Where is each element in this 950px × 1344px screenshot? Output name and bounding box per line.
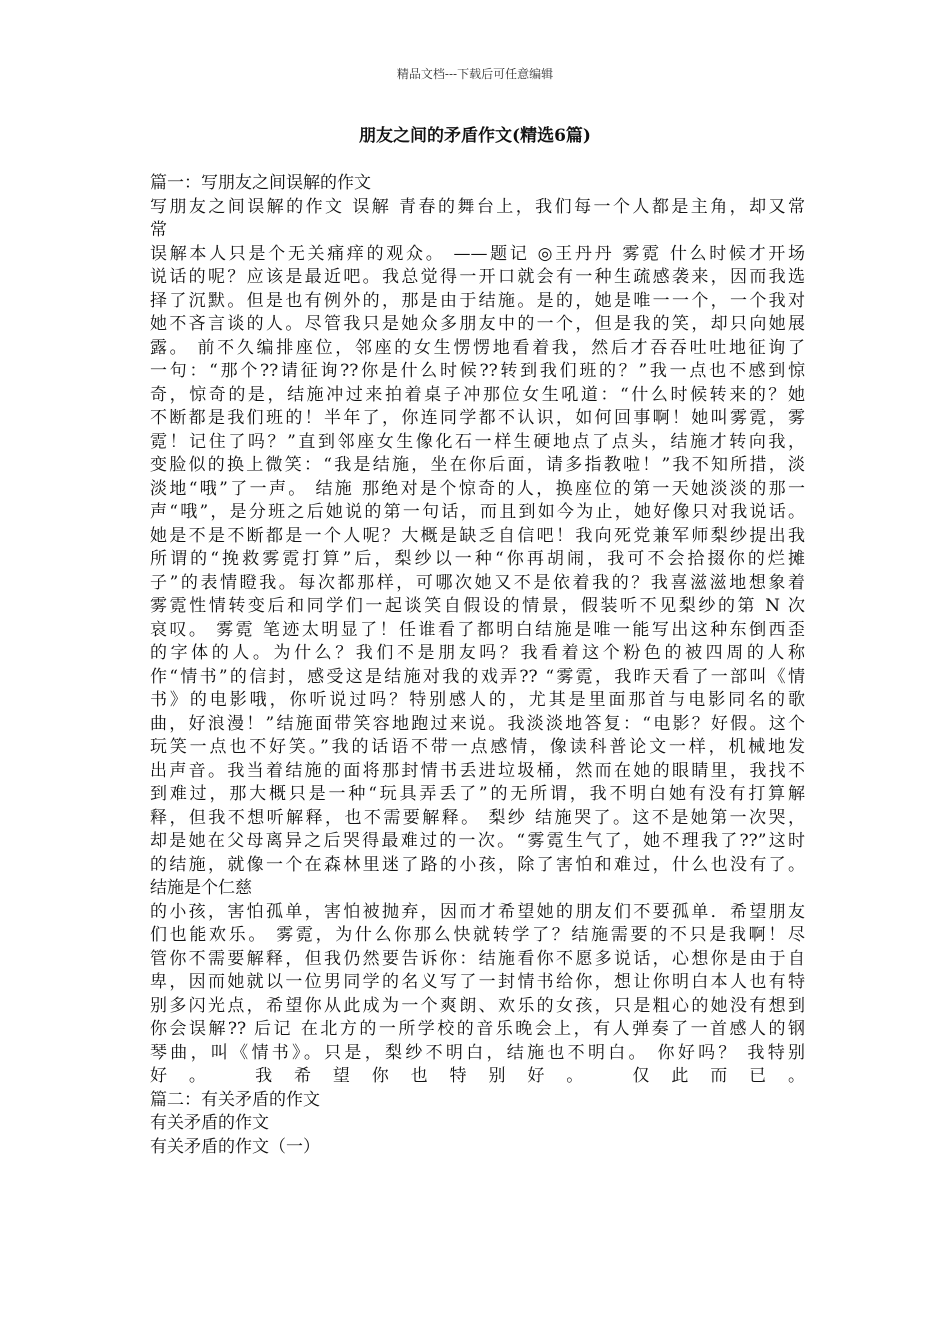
text-line: 声“哦”，是分班之后她说的第一句话，而且到如今为止，她好像只对我说话。 [150,502,805,522]
text-line: 她是不是不断都是一个人呢？大概是缺乏自信吧！我向死党兼军师梨纱提出我 [150,525,805,546]
text-line: 书》的电影哦，你听说过吗？特别感人的，尤其是里面那首与电影同名的歌 [150,690,805,710]
text-line: 哀叹。 雾霓 笔迹太明显了！任谁看了都明白结施是唯一能写出这种东倒西歪 [150,619,805,640]
header-note: 精品文档---下载后可任意编辑 [396,67,554,81]
text-line: 她不吝言谈的人。尽管我只是她众多朋友中的一个，但是我的笑，却只向她展 [150,314,805,334]
text-line: 有关矛盾的作文 [150,1113,269,1133]
text-line: 结施是个仁慈 [150,878,252,898]
text-line: 写朋友之间误解的作文 误解 青春的舞台上，我们每一个人都是主角，却又常 [150,196,805,217]
text-line: 说话的呢？应该是最近吧。我总觉得一开口就会有一种生疏感袭来，因而我选 [150,267,805,287]
text-line: 有关矛盾的作文（一） [150,1136,320,1157]
text-line: 们也能欢乐。 雾霓，为什么你那么快就转学了？结施需要的不只是我啊！尽 [150,925,805,945]
text-line: 所谓的“挽救雾霓打算”后，梨纱以一种“你再胡闹，我可不会拾掇你的烂摊 [150,549,805,569]
text-line: 篇二：有关矛盾的作文 [150,1089,320,1110]
text-line: 不断都是我们班的！半年了，你连同学都不认识，如何回事啊！她叫雾霓，雾 [150,408,805,428]
text-line: 霓！记住了吗？”直到邻座女生像化石一样生硬地点了点头，结施才转向我， [150,431,805,452]
document-body [150,172,805,1159]
text-line: 变脸似的换上微笑：“我是结施，坐在你后面，请多指教啦！”我不知所措，淡 [150,455,805,475]
text-line: 玩笑一点也不好笑。”我的话语不带一点感情，像读科普论文一样，机械地发 [150,737,805,757]
text-line: 却是她在父母离异之后哭得最难过的一次。“雾霓生气了，她不理我了??”这时 [150,831,805,851]
text-line: 雾霓性情转变后和同学们一起谈笑自假设的情景，假装听不见梨纱的第 N 次 [150,596,805,616]
text-line: 误解本人只是个无关痛痒的观众。 ——题记 ◎王丹丹 雾霓 什么时候才开场 [150,243,805,264]
text-line: 常 [150,220,167,240]
text-line: 的字体的人。为什么？我们不是朋友吗？我看着这个粉色的被四周的人称 [150,643,805,663]
text-line: 择了沉默。但是也有例外的，那是由于结施。是的，她是唯一一个，一个我对 [150,290,805,311]
text-line: 的小孩，害怕孤单，害怕被抛弃，因而才希望她的朋友们不要孤单．希望朋友 [150,901,805,922]
text-line: 释，但我不想听解释，也不需要解释。 梨纱 结施哭了。这不是她第一次哭， [150,807,805,828]
text-line: 管你不需要解释，但我仍然要告诉你：结施看你不愿多说话，心想你是由于自 [150,948,805,969]
text-line: 卑，因而她就以一位男同学的名义写了一封情书给你，想让你明白本人也有特 [150,972,805,992]
text-line: 到难过，那大概只是一种“玩具弄丢了”的无所谓，我不明白她有没有打算解 [150,784,805,804]
text-line: 一句：“那个??请征询??你是什么时候??转到我们班的？”我一点也不感到惊 [150,361,805,381]
text-line: 篇一：写朋友之间误解的作文 [150,173,371,193]
text-line: 的结施，就像一个在森林里迷了路的小孩，除了害怕和难过，什么也没有了。 [150,854,805,875]
text-line: 出声音。我当着结施的面将那封情书丢进垃圾桶，然而在她的眼睛里，我找不 [150,760,805,781]
text-line: 子”的表情瞪我。每次都那样，可哪次她又不是依着我的？我喜滋滋地想象着 [150,572,805,593]
text-line: 淡地“哦”了一声。 结施 那绝对是个惊奇的人，换座位的第一天她淡淡的那一 [150,478,805,499]
document-title: 朋友之间的矛盾作文(精选6篇) [359,126,591,146]
text-line: 奇，惊奇的是，结施冲过来拍着桌子冲那位女生吼道：“什么时候转来的？她 [150,384,805,405]
text-line: 作“情书”的信封，感受这是结施对我的戏弄?? “雾霓，我昨天看了一部叫《情 [150,666,805,687]
text-line: 琴曲，叫《情书》。只是，梨纱不明白，结施也不明白。 你好吗？ 我特别 [150,1042,805,1063]
text-line: 曲，好浪漫！”结施面带笑容地跑过来说。我淡淡地答复：“电影？好假。这个 [150,713,805,734]
text-line: 露。 前不久编排座位，邻座的女生愣愣地看着我，然后才吞吞吐吐地征询了 [150,337,805,358]
text-line: 你会误解?? 后记 在北方的一所学校的音乐晚会上，有人弹奏了一首感人的钢 [150,1019,805,1039]
text-line: 别多闪光点，希望你从此成为一个爽朗、欢乐的女孩，只是粗心的她没有想到 [150,995,805,1016]
text-line: 好。 我希望你也特别好。 仅此而已。 [150,1066,805,1086]
